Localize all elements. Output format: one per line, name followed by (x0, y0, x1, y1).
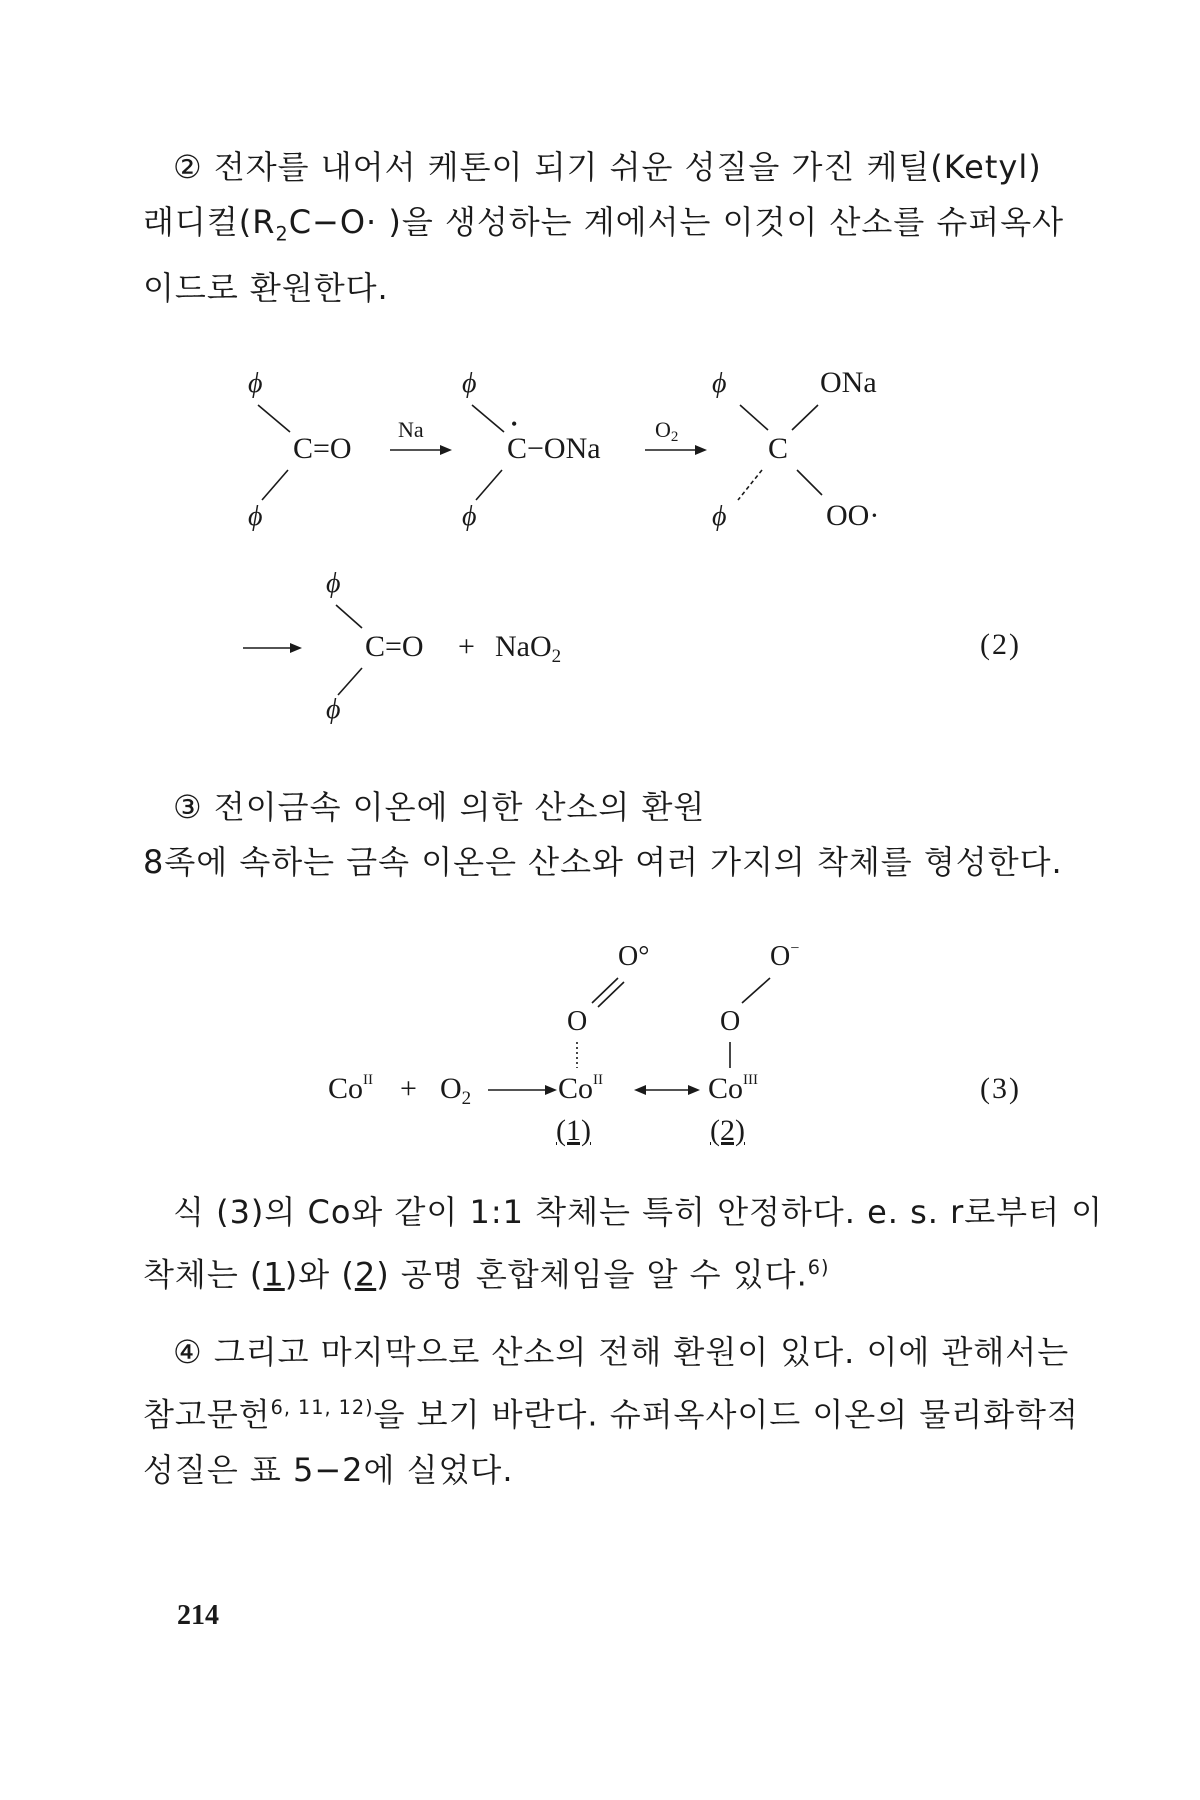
paragraph-line: ② 전자를 내어서 케톤이 되기 쉬운 성질을 가진 케틸(Ketyl) (173, 148, 1042, 186)
paragraph-line (143, 1240, 1043, 1303)
text-run: 래디컬(R (143, 203, 276, 241)
paragraph-line: 식 (3)의 Co와 같이 1:1 착체는 특히 안정하다. e. s. r로부터 이 (173, 1193, 1104, 1231)
text-run: 을 보기 바란다. 슈퍼옥사이드 이온의 물리화학적 (373, 1395, 1079, 1434)
carbonyl-label: C=O (365, 630, 424, 663)
bond-line (472, 405, 504, 432)
bond-line (336, 605, 362, 628)
structure-label-2: (2) (710, 1114, 745, 1147)
text-run: ) 공명 혼합체임을 알 수 있다. (376, 1255, 808, 1294)
paragraph-line: 이드로 환원한다. (143, 269, 389, 308)
bond-line (740, 405, 768, 430)
ona-label: ONa (820, 366, 877, 399)
oxygen-label: O (567, 1006, 588, 1037)
equation-number-3: (3) (980, 1072, 1021, 1105)
peroxy-radical-label: OO· (826, 499, 880, 532)
phi-symbol: ϕ (462, 501, 477, 532)
ketyl-label: C−ONa (507, 432, 601, 465)
reference-superscript: 6, 11, 12) (270, 1396, 374, 1419)
phi-symbol: ϕ (248, 368, 263, 399)
paragraph-line: 성질은 표 5−2에 실었다. (143, 1450, 514, 1489)
bond-line (797, 470, 822, 495)
arrow-head (688, 1085, 700, 1095)
reagent-label: Na (398, 417, 424, 442)
carbon-label: C (768, 432, 789, 465)
text-run: 참고문헌 (143, 1395, 271, 1434)
arrow-head (634, 1085, 646, 1095)
paragraph-line: ③ 전이금속 이온에 의한 산소의 환원 (173, 788, 706, 826)
radical-dot: • (511, 414, 518, 434)
plus-sign: + (400, 1072, 417, 1105)
oxygen-radical-label: O° (618, 941, 650, 972)
bond-line (792, 405, 818, 430)
text-run: C−O· )을 생성하는 계에서는 이것이 산소를 슈퍼옥사 (288, 203, 1065, 241)
reference-superscript: 6) (807, 1256, 830, 1279)
oxygen-anion-label: O− (770, 940, 800, 972)
oxygen-label: O (720, 1006, 741, 1037)
phi-symbol: ϕ (462, 368, 477, 399)
carbonyl-label: C=O (293, 432, 352, 465)
phi-symbol: ϕ (712, 501, 727, 532)
sodium-superoxide-label: NaO$_2$ (495, 630, 562, 667)
equation-number-2: (2) (980, 628, 1021, 661)
cobalt-complex-label: $Co^{III}$ (708, 1072, 759, 1105)
paragraph-transition-metal (143, 780, 1063, 890)
bond-line (258, 405, 290, 432)
text-run: 착체는 ( (143, 1255, 264, 1294)
cobalt-complex-label: $Co^{II}$ (558, 1072, 604, 1105)
paragraph-line: 8족에 속하는 금속 이온은 산소와 여러 가지의 착체를 형성한다. (143, 843, 1063, 881)
bond-line (738, 470, 762, 500)
bond-line (476, 470, 502, 500)
text-run: )와 ( (284, 1255, 355, 1294)
plus-sign: + (458, 630, 475, 663)
arrow-head (290, 643, 302, 653)
reagent-label: O2 (655, 417, 679, 445)
underlined-number: 2 (354, 1255, 377, 1294)
bond-line (742, 978, 770, 1003)
phi-symbol: ϕ (712, 368, 727, 399)
subscript: 2 (275, 222, 289, 246)
phi-symbol: ϕ (326, 694, 341, 725)
bond-line (262, 470, 288, 500)
arrow-head (695, 445, 707, 455)
structure-label-1: (1) (556, 1114, 591, 1147)
paragraph-electrolytic-reduction (143, 1325, 1079, 1498)
paragraph-cobalt-complex (143, 1185, 1104, 1303)
paragraph-line: ④ 그리고 마지막으로 산소의 전해 환원이 있다. 이에 관해서는 (173, 1333, 1070, 1371)
oxygen-molecule-label: $O_2$ (440, 1072, 472, 1109)
bond-line (338, 668, 362, 695)
page-number: 214 (177, 1600, 219, 1631)
arrow-head (440, 445, 452, 455)
phi-symbol: ϕ (326, 568, 341, 599)
cobalt-label: $Co^{II}$ (328, 1072, 374, 1105)
paragraph-line (143, 1380, 1079, 1443)
phi-symbol: ϕ (248, 501, 263, 532)
arrow-head (545, 1085, 557, 1095)
underlined-number: 1 (263, 1255, 285, 1294)
